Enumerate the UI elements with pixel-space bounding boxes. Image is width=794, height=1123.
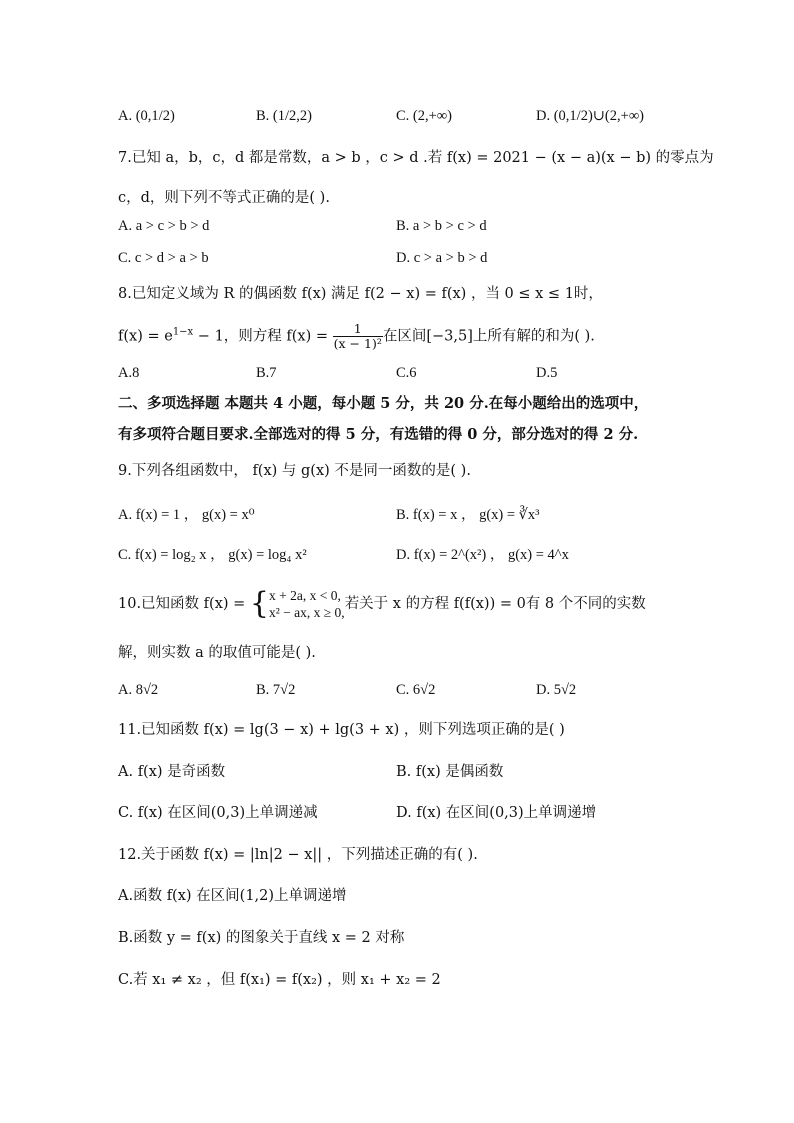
q10-condition-text: 若关于 x 的方程 f(f(x)) = 0有 8 个不同的实数 [344, 596, 646, 612]
q10-option-b: B. 7√2 [256, 682, 296, 698]
q9-stem: 9.下列各组函数中， f(x) 与 g(x) 不是同一函数的是( ). [118, 463, 471, 479]
q10-option-d: D. 5√2 [536, 682, 577, 698]
q7-option-c: C. c > d > a > b [118, 250, 209, 266]
q10-case2: x² − ax, x ≥ 0, [269, 605, 345, 620]
q12-option-b: B.函数 y = f(x) 的图象关于直线 x = 2 对称 [118, 930, 405, 946]
q6-option-b: B. (1/2,2) [256, 108, 312, 124]
q10-stem-line1 [118, 586, 646, 622]
q7-option-b: B. a > b > c > d [396, 218, 487, 234]
q12-stem: 12.关于函数 f(x) = |ln|2 − x|| ，下列描述正确的有( ). [118, 847, 478, 863]
q7-option-a: A. a > c > b > d [118, 218, 210, 234]
q6-option-d: D. (0,1/2)∪(2,+∞) [536, 108, 644, 124]
q9-option-a: A. f(x) = 1 ， g(x) = x⁰ [118, 507, 255, 523]
q10-stem-line2: 解，则实数 a 的取值可能是( ). [118, 645, 316, 661]
q10-left-brace: { [249, 586, 269, 621]
q10-piecewise [269, 587, 345, 621]
q6-option-a: A. (0,1/2) [118, 108, 175, 124]
q8-fx-def: f(x) = e [118, 328, 173, 345]
q12-option-a: A.函数 f(x) 在区间(1,2)上单调递增 [118, 888, 347, 904]
q8-exponent: 1−x [172, 326, 194, 338]
q7-stem-line2: c，d，则下列不等式正确的是( ). [118, 190, 330, 206]
q8-stem-line2 [118, 322, 595, 351]
q11-option-d: D. f(x) 在区间(0,3)上单调递增 [396, 805, 597, 821]
q8-fraction-numerator: 1 [333, 322, 383, 337]
q6-option-c: C. (2,+∞) [396, 108, 452, 124]
q8-option-c: C.6 [396, 365, 417, 381]
q11-option-b: B. f(x) 是偶函数 [396, 764, 504, 780]
q8-option-a: A.8 [118, 365, 140, 381]
q9-option-d: D. f(x) = 2^(x²) ， g(x) = 4^x [396, 547, 569, 563]
q7-stem-line1: 7.已知 a，b，c，d 都是常数，a > b ，c > d .若 f(x) = 2021 − (x − a)(x − b) 的零点为 [118, 150, 714, 166]
q8-interval-text: 在区间[−3,5]上所有解的和为( ). [382, 328, 595, 345]
section2-heading-line1: 二、多项选择题 本题共 4 小题，每小题 5 分，共 20 分.在每小题给出的选项中， [118, 395, 649, 412]
q10-case1: x + 2a, x < 0, [269, 588, 341, 603]
q11-option-c: C. f(x) 在区间(0,3)上单调递减 [118, 805, 318, 821]
q10-option-c: C. 6√2 [396, 682, 436, 698]
q8-option-d: D.5 [536, 365, 558, 381]
q12-option-c: C.若 x₁ ≠ x₂ ，但 f(x₁) = f(x₂) ，则 x₁ + x₂ = 2 [118, 972, 441, 988]
q8-stem-line1: 8.已知定义域为 R 的偶函数 f(x) 满足 f(2 − x) = f(x) ，当 0 ≤ x ≤ 1时， [118, 286, 603, 302]
q8-option-b: B.7 [256, 365, 277, 381]
q10-option-a: A. 8√2 [118, 682, 159, 698]
q10-function-label: 10.已知函数 f(x) = [118, 596, 250, 612]
q9-option-b: B. f(x) = x ， g(x) = ∛x³ [396, 507, 540, 523]
q11-stem: 11.已知函数 f(x) = lg(3 − x) + lg(3 + x) ，则下列选项正确的是( ) [118, 722, 565, 738]
q8-fraction [333, 322, 383, 351]
q9-option-c: C. f(x) = log₂ x ， g(x) = log₄ x² [118, 547, 307, 563]
q7-option-d: D. c > a > b > d [396, 250, 488, 266]
q8-equation-text: − 1，则方程 f(x) = [193, 328, 333, 345]
section2-heading-line2: 有多项符合题目要求.全部选对的得 5 分，有选错的得 0 分，部分选对的得 2 分. [118, 426, 639, 443]
q11-option-a: A. f(x) 是奇函数 [118, 764, 226, 780]
q8-fraction-denominator: (x − 1)² [333, 336, 382, 351]
